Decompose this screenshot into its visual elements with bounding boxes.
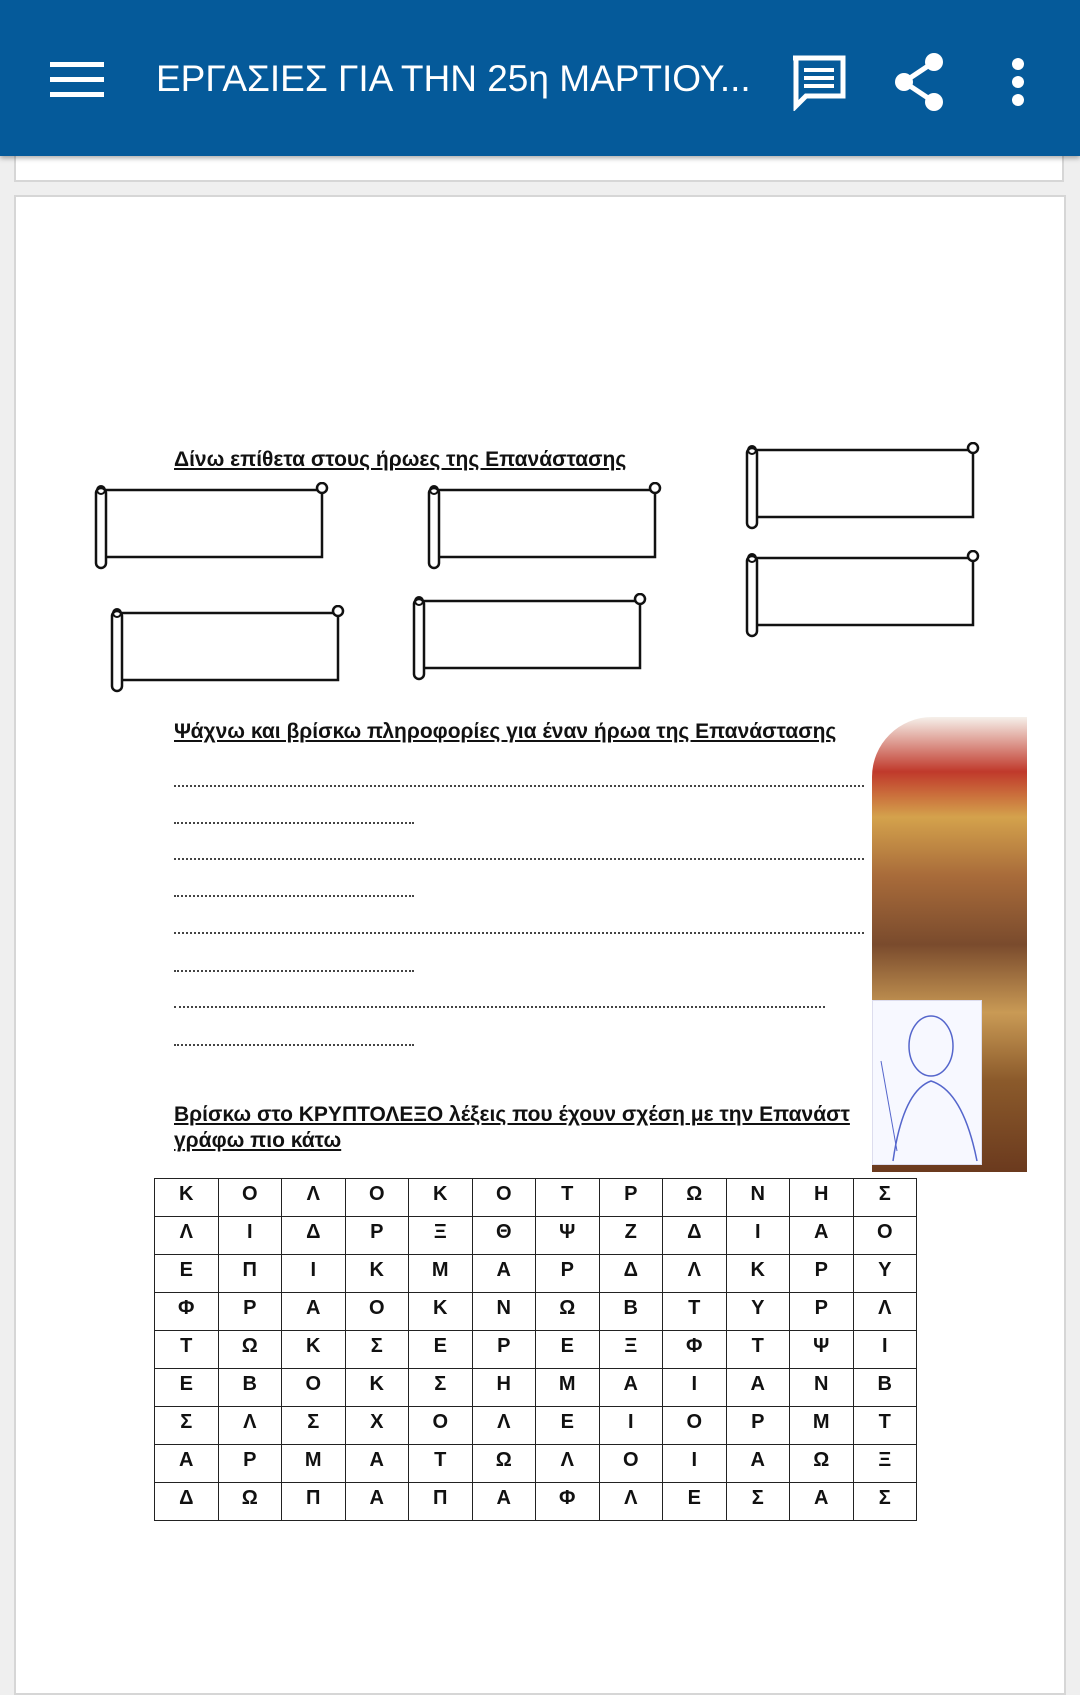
grid-cell[interactable]: Π <box>218 1255 282 1293</box>
grid-cell[interactable]: Ν <box>790 1369 854 1407</box>
grid-cell[interactable]: Ο <box>345 1179 409 1217</box>
grid-cell[interactable]: Μ <box>536 1369 600 1407</box>
scroll-box[interactable] <box>743 550 983 638</box>
grid-cell[interactable]: Σ <box>726 1483 790 1521</box>
app-bar <box>0 0 1080 156</box>
answer-line[interactable] <box>174 895 414 897</box>
grid-cell[interactable]: Α <box>472 1255 536 1293</box>
grid-cell[interactable]: Τ <box>409 1445 473 1483</box>
grid-cell[interactable]: Λ <box>536 1445 600 1483</box>
grid-cell[interactable]: Φ <box>536 1483 600 1521</box>
grid-cell[interactable]: Ι <box>282 1255 346 1293</box>
grid-cell[interactable]: Τ <box>155 1331 219 1369</box>
grid-cell[interactable]: Ι <box>726 1217 790 1255</box>
grid-cell[interactable]: Λ <box>663 1255 727 1293</box>
grid-cell[interactable]: Κ <box>726 1255 790 1293</box>
heading-epithets: Δίνω επίθετα στους ήρωες της Επανάστασης <box>174 448 627 471</box>
heading-research: Ψάχνω και βρίσκω πληροφορίες για έναν ήρωα της Επανάστασης <box>174 720 837 743</box>
grid-cell[interactable]: Θ <box>472 1217 536 1255</box>
grid-cell[interactable]: Δ <box>599 1255 663 1293</box>
heading-wordsearch-line2: γράφω πιο κάτω <box>174 1129 342 1152</box>
grid-cell[interactable]: Σ <box>345 1331 409 1369</box>
answer-line[interactable] <box>174 970 414 972</box>
grid-cell[interactable]: Ω <box>218 1483 282 1521</box>
grid-cell[interactable]: Μ <box>790 1407 854 1445</box>
grid-cell[interactable]: Ψ <box>536 1217 600 1255</box>
grid-cell[interactable]: Β <box>853 1369 917 1407</box>
grid-cell[interactable]: Β <box>599 1293 663 1331</box>
grid-cell[interactable]: Ο <box>409 1407 473 1445</box>
grid-cell[interactable]: Ο <box>345 1293 409 1331</box>
share-icon[interactable] <box>892 52 948 112</box>
grid-cell[interactable]: Φ <box>155 1293 219 1331</box>
grid-cell[interactable]: Ω <box>218 1331 282 1369</box>
grid-cell[interactable]: Ε <box>536 1331 600 1369</box>
grid-cell[interactable]: Ρ <box>790 1293 854 1331</box>
grid-cell[interactable]: Λ <box>599 1483 663 1521</box>
grid-cell[interactable]: Μ <box>282 1445 346 1483</box>
grid-cell[interactable]: Ε <box>409 1331 473 1369</box>
grid-cell[interactable]: Ε <box>536 1407 600 1445</box>
grid-cell[interactable]: Σ <box>155 1407 219 1445</box>
grid-row <box>155 1293 917 1331</box>
grid-cell[interactable]: Κ <box>345 1369 409 1407</box>
scroll-box[interactable] <box>92 482 332 570</box>
grid-cell[interactable]: Ο <box>282 1369 346 1407</box>
grid-cell[interactable]: Ω <box>536 1293 600 1331</box>
grid-cell[interactable]: Ψ <box>790 1331 854 1369</box>
grid-cell[interactable]: Υ <box>726 1293 790 1331</box>
grid-cell[interactable]: Ξ <box>853 1445 917 1483</box>
grid-row <box>155 1331 917 1369</box>
grid-row <box>155 1445 917 1483</box>
grid-cell[interactable]: Ι <box>218 1217 282 1255</box>
answer-line[interactable] <box>174 858 864 860</box>
grid-cell[interactable]: Ν <box>472 1293 536 1331</box>
grid-cell[interactable]: Η <box>472 1369 536 1407</box>
grid-cell[interactable]: Λ <box>853 1293 917 1331</box>
answer-line[interactable] <box>174 1044 414 1046</box>
grid-cell[interactable]: Β <box>218 1369 282 1407</box>
grid-cell[interactable]: Κ <box>282 1331 346 1369</box>
grid-cell[interactable]: Κ <box>409 1179 473 1217</box>
grid-cell[interactable]: Χ <box>345 1407 409 1445</box>
grid-cell[interactable]: Α <box>726 1445 790 1483</box>
grid-cell[interactable]: Τ <box>726 1331 790 1369</box>
grid-cell[interactable]: Π <box>409 1483 473 1521</box>
answer-line[interactable] <box>174 822 414 824</box>
grid-cell[interactable]: Ξ <box>599 1331 663 1369</box>
grid-cell[interactable]: Ε <box>155 1369 219 1407</box>
grid-cell[interactable]: Α <box>790 1217 854 1255</box>
scroll-box[interactable] <box>410 593 650 681</box>
grid-cell[interactable]: Α <box>599 1369 663 1407</box>
grid-row <box>155 1179 917 1217</box>
grid-cell[interactable]: Π <box>282 1483 346 1521</box>
grid-cell[interactable]: Ο <box>853 1217 917 1255</box>
grid-cell[interactable]: Σ <box>409 1369 473 1407</box>
grid-cell[interactable]: Ο <box>663 1407 727 1445</box>
grid-cell[interactable]: Α <box>790 1483 854 1521</box>
grid-cell[interactable]: Ρ <box>345 1217 409 1255</box>
answer-line[interactable] <box>174 932 864 934</box>
grid-cell[interactable]: Υ <box>853 1255 917 1293</box>
grid-cell[interactable]: Μ <box>409 1255 473 1293</box>
grid-cell[interactable]: Σ <box>853 1179 917 1217</box>
grid-cell[interactable]: Α <box>282 1293 346 1331</box>
grid-cell[interactable]: Ω <box>663 1179 727 1217</box>
grid-cell[interactable]: Σ <box>282 1407 346 1445</box>
word-search-grid <box>154 1178 917 1521</box>
notes-icon[interactable] <box>790 55 848 111</box>
grid-cell[interactable]: Τ <box>663 1293 727 1331</box>
menu-icon[interactable] <box>50 60 106 100</box>
grid-cell[interactable]: Δ <box>282 1217 346 1255</box>
grid-cell[interactable]: Ο <box>218 1179 282 1217</box>
grid-cell[interactable]: Κ <box>409 1293 473 1331</box>
more-vert-icon[interactable] <box>1010 58 1026 108</box>
answer-line[interactable] <box>174 785 864 787</box>
grid-cell[interactable]: Κ <box>345 1255 409 1293</box>
grid-cell[interactable]: Ν <box>726 1179 790 1217</box>
scroll-box[interactable] <box>743 442 983 530</box>
grid-cell[interactable]: Ω <box>472 1445 536 1483</box>
grid-cell[interactable]: Α <box>345 1445 409 1483</box>
grid-cell[interactable]: Ρ <box>472 1331 536 1369</box>
scroll-box[interactable] <box>108 605 348 693</box>
grid-cell[interactable]: Α <box>345 1483 409 1521</box>
grid-row <box>155 1217 917 1255</box>
grid-cell[interactable]: Ι <box>599 1407 663 1445</box>
grid-cell[interactable]: Η <box>790 1179 854 1217</box>
grid-cell[interactable]: Ρ <box>599 1179 663 1217</box>
grid-cell[interactable]: Κ <box>155 1179 219 1217</box>
grid-cell[interactable]: Ρ <box>726 1407 790 1445</box>
grid-cell[interactable]: Λ <box>282 1179 346 1217</box>
grid-cell[interactable]: Δ <box>155 1483 219 1521</box>
grid-cell[interactable]: Ι <box>853 1331 917 1369</box>
grid-cell[interactable]: Ζ <box>599 1217 663 1255</box>
grid-cell[interactable]: Ο <box>599 1445 663 1483</box>
grid-cell[interactable]: Λ <box>218 1407 282 1445</box>
grid-cell[interactable]: Ω <box>790 1445 854 1483</box>
grid-cell[interactable]: Τ <box>853 1407 917 1445</box>
grid-row <box>155 1407 917 1445</box>
grid-cell[interactable]: Α <box>472 1483 536 1521</box>
grid-cell[interactable]: Ι <box>663 1369 727 1407</box>
grid-cell[interactable]: Ε <box>663 1483 727 1521</box>
grid-cell[interactable]: Ο <box>472 1179 536 1217</box>
heading-wordsearch: Βρίσκω στο ΚΡΥΠΤΟΛΕΞΟ λέξεις που έχουν σχέση με την Επανάστ <box>174 1103 850 1126</box>
document-title: ΕΡΓΑΣΙΕΣ ΓΙΑ ΤΗΝ 25η ΜΑΡΤΙΟΥ... <box>156 58 751 99</box>
grid-cell[interactable]: Α <box>726 1369 790 1407</box>
grid-cell[interactable]: Ρ <box>536 1255 600 1293</box>
grid-cell[interactable]: Λ <box>472 1407 536 1445</box>
grid-row <box>155 1483 917 1521</box>
grid-row <box>155 1369 917 1407</box>
grid-cell[interactable]: Ρ <box>218 1293 282 1331</box>
grid-cell[interactable]: Ξ <box>409 1217 473 1255</box>
grid-cell[interactable]: Δ <box>663 1217 727 1255</box>
grid-cell[interactable]: Φ <box>663 1331 727 1369</box>
hero-sketch-image <box>872 1000 982 1165</box>
grid-cell[interactable]: Τ <box>536 1179 600 1217</box>
grid-cell[interactable]: Λ <box>155 1217 219 1255</box>
grid-cell[interactable]: Ρ <box>218 1445 282 1483</box>
grid-cell[interactable]: Ρ <box>790 1255 854 1293</box>
grid-cell[interactable]: Ε <box>155 1255 219 1293</box>
grid-cell[interactable]: Σ <box>853 1483 917 1521</box>
grid-cell[interactable]: Ι <box>663 1445 727 1483</box>
scroll-box[interactable] <box>425 482 665 570</box>
grid-row <box>155 1255 917 1293</box>
grid-cell[interactable]: Α <box>155 1445 219 1483</box>
answer-line[interactable] <box>174 1006 825 1008</box>
